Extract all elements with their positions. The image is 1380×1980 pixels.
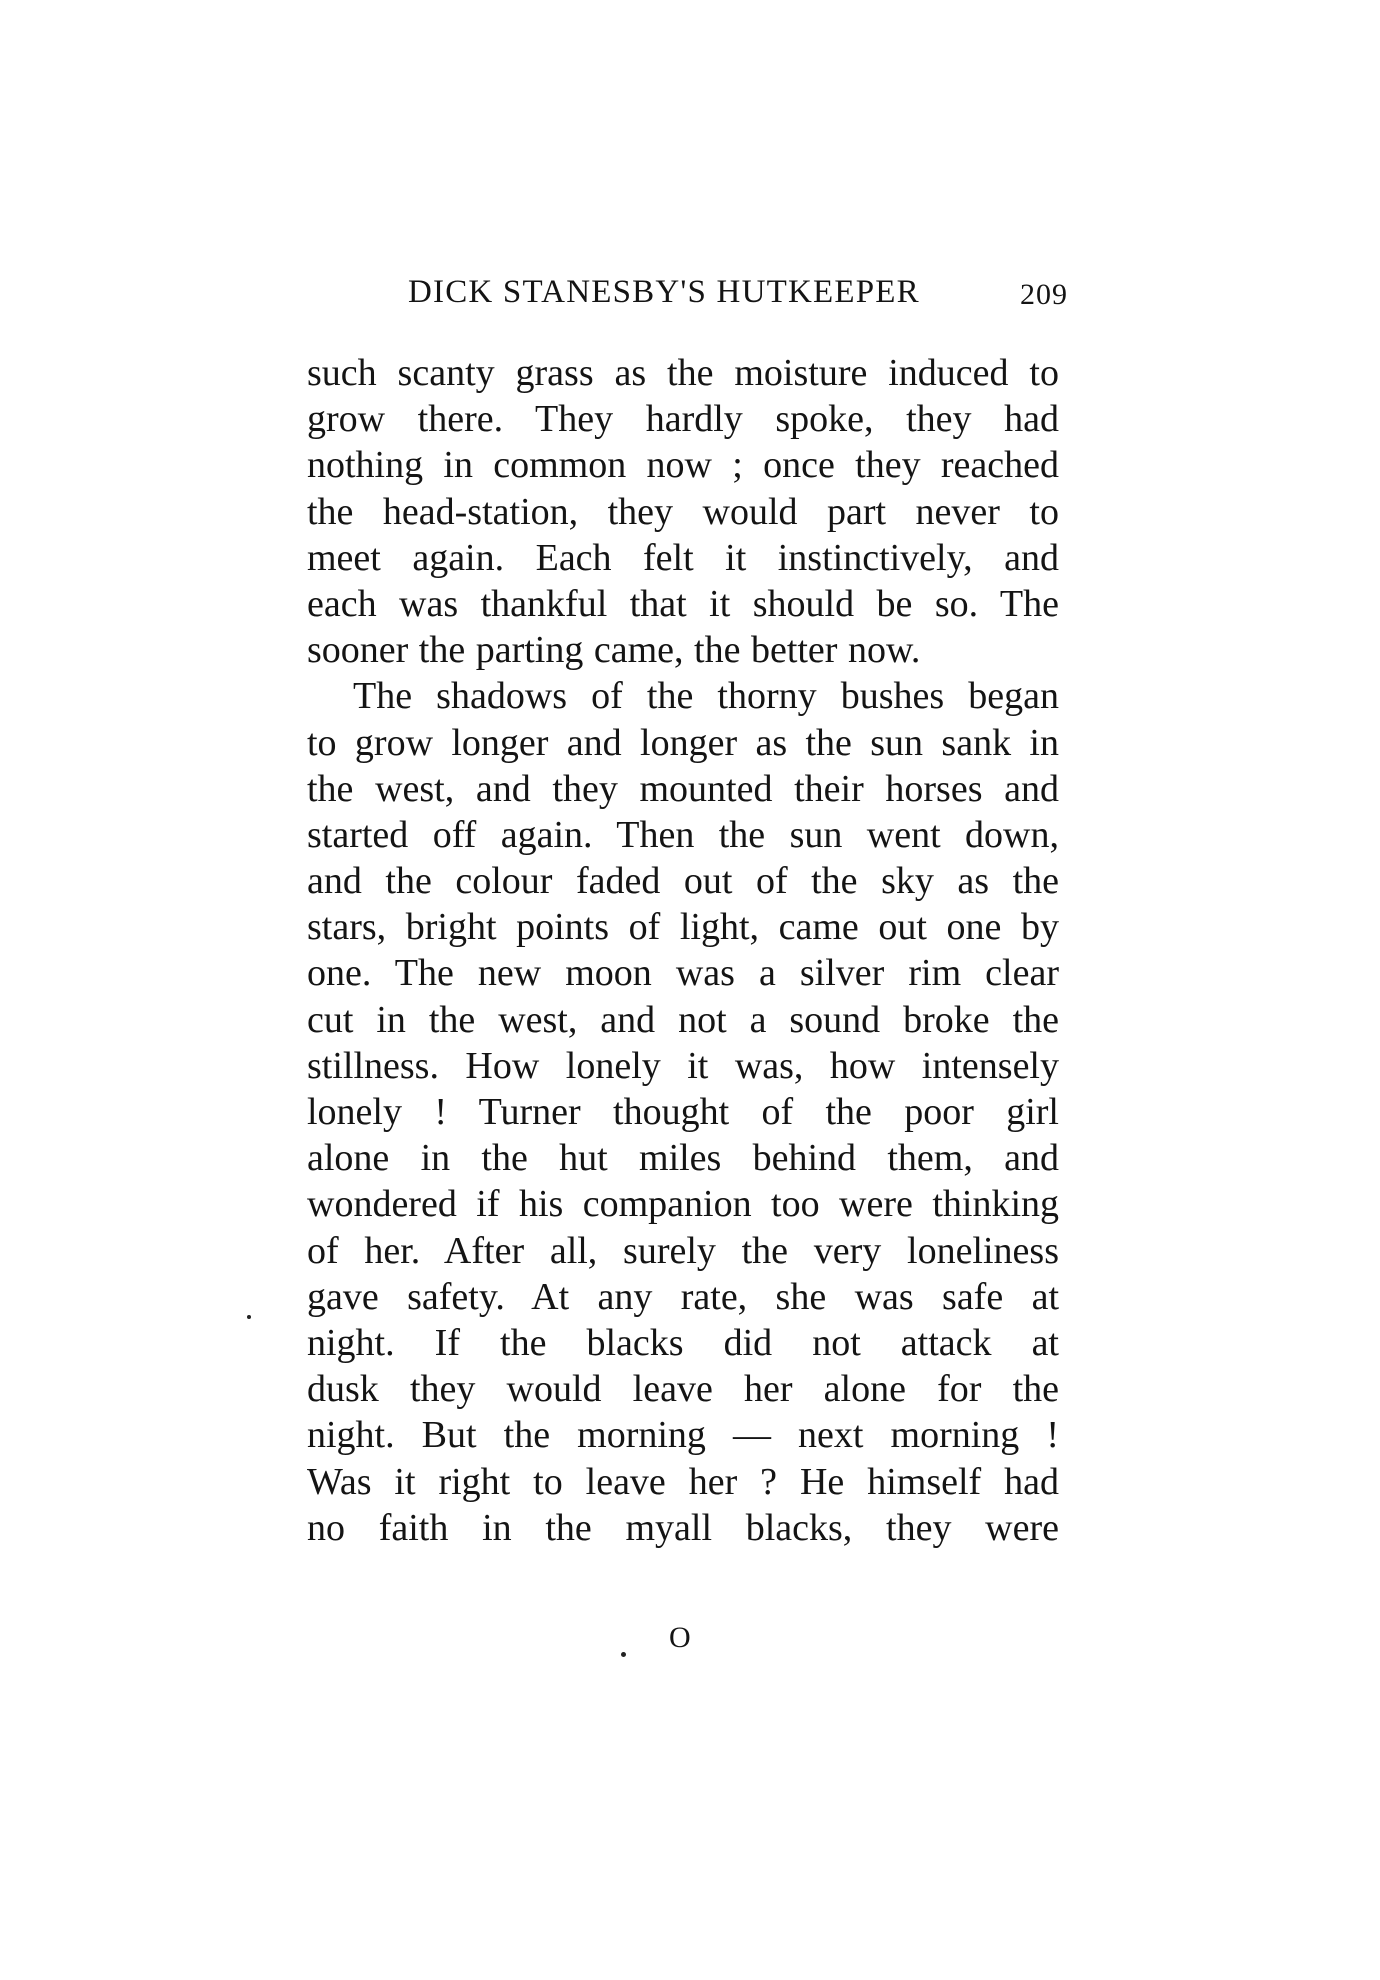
paragraph [307,673,1059,1551]
text-line: to grow longer and longer as the sun sank in [307,721,1059,764]
text-line: and the colour faded out of the sky as the [307,860,1059,903]
text-line: grow there. They hardly spoke, they had [307,398,1059,441]
text-line: the head-station, they would part never to [307,490,1059,533]
text-line: dusk they would leave her alone for the [307,1368,1059,1411]
text-line: no faith in the myall blacks, they were [307,1506,1059,1549]
ink-speck [247,1315,251,1319]
text-line: of her. After all, surely the very loneliness [307,1229,1059,1272]
text-line: meet again. Each felt it instinctively, and [307,536,1059,579]
signature-mark: O [669,1621,692,1654]
text-line: such scanty grass as the moisture induced to [307,352,1059,394]
text-line: one. The new moon was a silver rim clear [307,952,1059,995]
paragraph [307,350,1059,673]
text-line: night. But the morning — next morning ! [307,1414,1059,1457]
text-line: stillness. How lonely it was, how intensely [307,1044,1059,1087]
text-line: wondered if his companion too were thinking [307,1183,1059,1226]
text-line: The shadows of the thorny bushes began [353,675,1059,718]
text-line: stars, bright points of light, came out one by [307,906,1059,949]
running-title: DICK STANESBY'S HUTKEEPER [408,274,920,310]
text-line: the west, and they mounted their horses and [307,767,1059,810]
text-line: cut in the west, and not a sound broke the [307,998,1059,1041]
text-line: started off again. Then the sun went down, [307,813,1059,856]
body-text [307,350,1059,1551]
text-line: lonely ! Turner thought of the poor girl [307,1091,1059,1133]
ink-speck [621,1652,626,1657]
page-number: 209 [1020,278,1068,311]
text-line: gave safety. At any rate, she was safe at [307,1275,1059,1318]
text-line: Was it right to leave her ? He himself had [307,1460,1059,1503]
running-head [408,270,1068,314]
text-line: each was thankful that it should be so. The [307,582,1059,625]
text-line: sooner the parting came, the better now. [307,629,921,672]
text-line: nothing in common now ; once they reached [307,444,1059,487]
text-line: alone in the hut miles behind them, and [307,1137,1059,1180]
text-line: night. If the blacks did not attack at [307,1321,1059,1364]
